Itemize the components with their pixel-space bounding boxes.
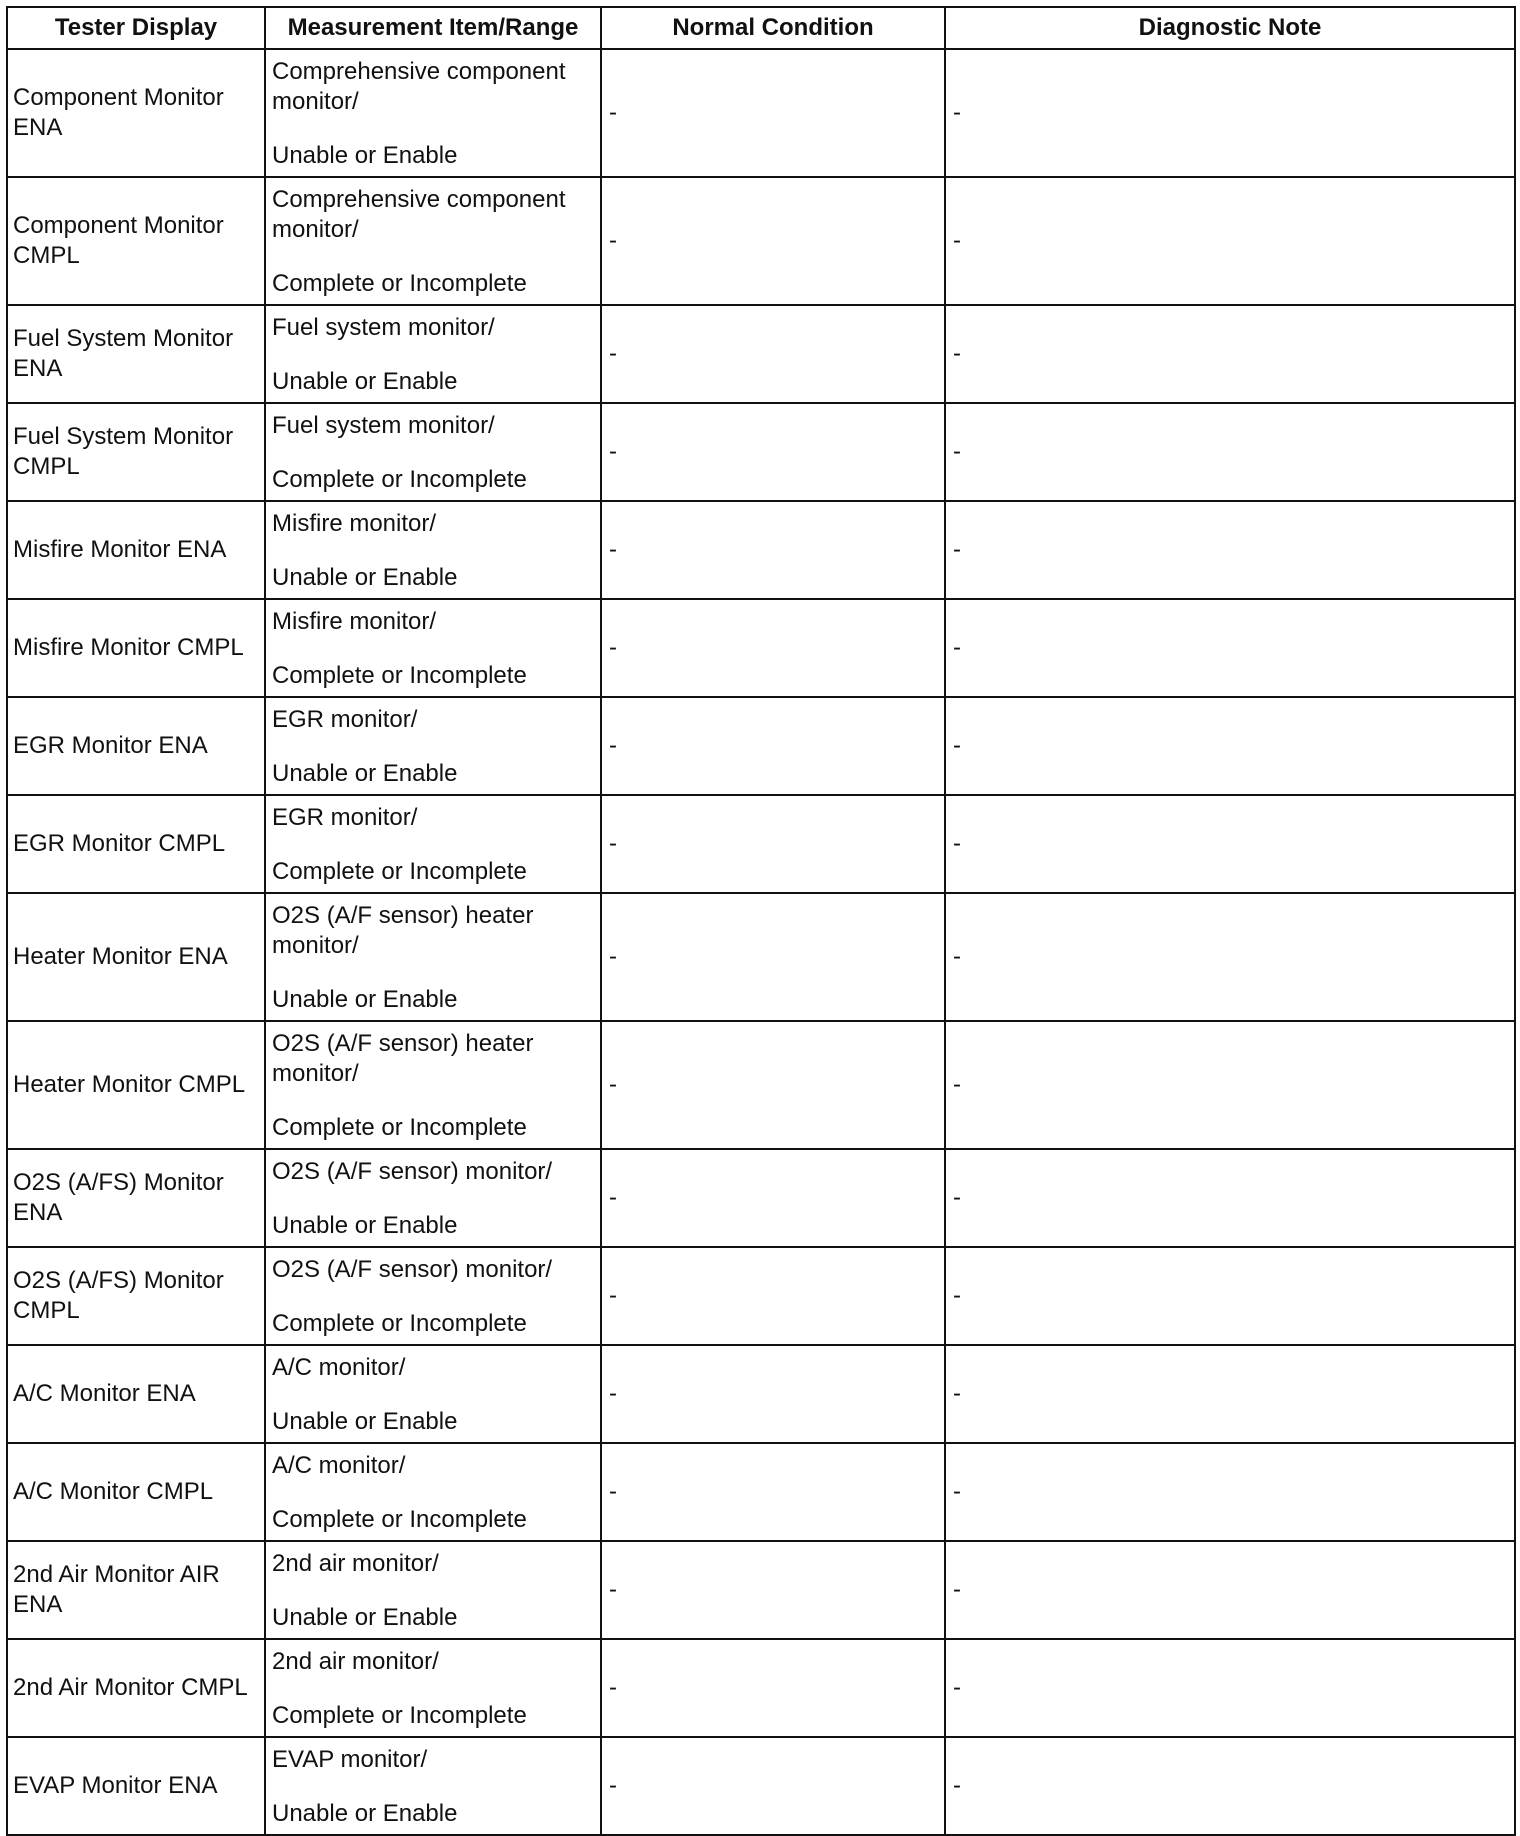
- measurement-item: O2S (A/F sensor) heater monitor/: [272, 902, 534, 959]
- tester-display-cell: A/C Monitor CMPL: [7, 1443, 265, 1541]
- measurement-item: O2S (A/F sensor) monitor/: [272, 1158, 553, 1185]
- measurement-item: O2S (A/F sensor) heater monitor/: [272, 1030, 534, 1087]
- diagnostic-note-cell: -: [945, 795, 1515, 893]
- measurement-range: Complete or Incomplete: [272, 662, 527, 689]
- diagnostic-note-cell: -: [945, 1021, 1515, 1149]
- measurement-range: Complete or Incomplete: [272, 270, 527, 297]
- table-row: [7, 599, 1515, 697]
- diagnostic-note-cell: -: [945, 599, 1515, 697]
- measurement-item: EVAP monitor/: [272, 1746, 428, 1773]
- measurement-item-cell: [265, 403, 601, 501]
- table-row: [7, 1541, 1515, 1639]
- table-row: [7, 49, 1515, 177]
- measurement-range: Unable or Enable: [272, 1800, 458, 1827]
- measurement-item: 2nd air monitor/: [272, 1648, 439, 1675]
- diagnostic-note-cell: -: [945, 893, 1515, 1021]
- normal-condition-cell: -: [601, 49, 945, 177]
- measurement-item: O2S (A/F sensor) monitor/: [272, 1256, 553, 1283]
- normal-condition-cell: -: [601, 1541, 945, 1639]
- table-row: [7, 1149, 1515, 1247]
- normal-condition-cell: -: [601, 795, 945, 893]
- measurement-range: Unable or Enable: [272, 986, 458, 1013]
- diagnostic-note-cell: -: [945, 501, 1515, 599]
- tester-display-cell: EGR Monitor CMPL: [7, 795, 265, 893]
- measurement-item-cell: [265, 1149, 601, 1247]
- table-row: [7, 1737, 1515, 1835]
- tester-display-cell: Component Monitor CMPL: [7, 177, 265, 305]
- normal-condition-cell: -: [601, 1737, 945, 1835]
- measurement-item: Fuel system monitor/: [272, 412, 495, 439]
- diagnostic-note-cell: -: [945, 1443, 1515, 1541]
- tester-display-cell: Misfire Monitor CMPL: [7, 599, 265, 697]
- table-row: [7, 403, 1515, 501]
- header-tester-display: Tester Display: [7, 7, 265, 49]
- diagnostic-note-cell: -: [945, 305, 1515, 403]
- tester-display-cell: Misfire Monitor ENA: [7, 501, 265, 599]
- table-row: [7, 1345, 1515, 1443]
- normal-condition-cell: -: [601, 1639, 945, 1737]
- measurement-range: Unable or Enable: [272, 760, 458, 787]
- measurement-range: Complete or Incomplete: [272, 1114, 527, 1141]
- measurement-item-cell: [265, 305, 601, 403]
- table-row: [7, 1443, 1515, 1541]
- diagnostic-note-cell: -: [945, 49, 1515, 177]
- measurement-range: Complete or Incomplete: [272, 1310, 527, 1337]
- measurement-range: Complete or Incomplete: [272, 858, 527, 885]
- table-row: [7, 305, 1515, 403]
- normal-condition-cell: -: [601, 305, 945, 403]
- tester-display-cell: EGR Monitor ENA: [7, 697, 265, 795]
- measurement-range: Unable or Enable: [272, 1604, 458, 1631]
- measurement-range: Complete or Incomplete: [272, 1506, 527, 1533]
- measurement-item: Misfire monitor/: [272, 608, 437, 635]
- measurement-item: Comprehensive component monitor/: [272, 58, 566, 115]
- normal-condition-cell: -: [601, 1149, 945, 1247]
- tester-display-cell: O2S (A/FS) Monitor ENA: [7, 1149, 265, 1247]
- normal-condition-cell: -: [601, 177, 945, 305]
- measurement-item-cell: [265, 1541, 601, 1639]
- normal-condition-cell: -: [601, 501, 945, 599]
- table-row: [7, 177, 1515, 305]
- measurement-range: Unable or Enable: [272, 564, 458, 591]
- measurement-range: Unable or Enable: [272, 368, 458, 395]
- diagnostic-note-cell: -: [945, 697, 1515, 795]
- measurement-item: A/C monitor/: [272, 1452, 406, 1479]
- diagnostic-note-cell: -: [945, 1639, 1515, 1737]
- measurement-item-cell: [265, 1737, 601, 1835]
- measurement-item-cell: [265, 1345, 601, 1443]
- measurement-range: Unable or Enable: [272, 142, 458, 169]
- measurement-item: Fuel system monitor/: [272, 314, 495, 341]
- tester-display-cell: Component Monitor ENA: [7, 49, 265, 177]
- measurement-item: EGR monitor/: [272, 706, 418, 733]
- measurement-item: Misfire monitor/: [272, 510, 437, 537]
- measurement-item-cell: [265, 501, 601, 599]
- measurement-item-cell: [265, 697, 601, 795]
- tester-display-cell: EVAP Monitor ENA: [7, 1737, 265, 1835]
- table-row: [7, 501, 1515, 599]
- table-header-row: [7, 7, 1515, 49]
- diagnostic-note-cell: -: [945, 1345, 1515, 1443]
- table-row: [7, 697, 1515, 795]
- measurement-item-cell: [265, 1639, 601, 1737]
- normal-condition-cell: -: [601, 697, 945, 795]
- header-measurement-item-range: Measurement Item/Range: [265, 7, 601, 49]
- diagnostic-note-cell: -: [945, 1149, 1515, 1247]
- measurement-item-cell: [265, 599, 601, 697]
- tester-display-cell: Fuel System Monitor CMPL: [7, 403, 265, 501]
- measurement-item-cell: [265, 49, 601, 177]
- table-row: [7, 1247, 1515, 1345]
- tester-display-cell: 2nd Air Monitor AIR ENA: [7, 1541, 265, 1639]
- tester-display-cell: O2S (A/FS) Monitor CMPL: [7, 1247, 265, 1345]
- diagnostic-note-cell: -: [945, 177, 1515, 305]
- measurement-item-cell: [265, 893, 601, 1021]
- measurement-item: 2nd air monitor/: [272, 1550, 439, 1577]
- diagnostic-note-cell: -: [945, 403, 1515, 501]
- normal-condition-cell: -: [601, 893, 945, 1021]
- diagnostic-note-cell: -: [945, 1541, 1515, 1639]
- table-row: [7, 1021, 1515, 1149]
- monitor-status-table-sheet: [6, 6, 1514, 1836]
- measurement-range: Unable or Enable: [272, 1212, 458, 1239]
- monitor-status-table: [6, 6, 1516, 1836]
- tester-display-cell: Heater Monitor ENA: [7, 893, 265, 1021]
- measurement-item: Comprehensive component monitor/: [272, 186, 566, 243]
- header-normal-condition: Normal Condition: [601, 7, 945, 49]
- measurement-item-cell: [265, 1443, 601, 1541]
- table-row: [7, 893, 1515, 1021]
- normal-condition-cell: -: [601, 403, 945, 501]
- diagnostic-note-cell: -: [945, 1737, 1515, 1835]
- diagnostic-note-cell: -: [945, 1247, 1515, 1345]
- measurement-item-cell: [265, 1247, 601, 1345]
- measurement-item-cell: [265, 177, 601, 305]
- measurement-item-cell: [265, 1021, 601, 1149]
- normal-condition-cell: -: [601, 1021, 945, 1149]
- measurement-item: EGR monitor/: [272, 804, 418, 831]
- header-diagnostic-note: Diagnostic Note: [945, 7, 1515, 49]
- table-row: [7, 795, 1515, 893]
- table-row: [7, 1639, 1515, 1737]
- normal-condition-cell: -: [601, 1443, 945, 1541]
- tester-display-cell: Fuel System Monitor ENA: [7, 305, 265, 403]
- measurement-item-cell: [265, 795, 601, 893]
- normal-condition-cell: -: [601, 599, 945, 697]
- normal-condition-cell: -: [601, 1345, 945, 1443]
- tester-display-cell: A/C Monitor ENA: [7, 1345, 265, 1443]
- tester-display-cell: Heater Monitor CMPL: [7, 1021, 265, 1149]
- measurement-range: Unable or Enable: [272, 1408, 458, 1435]
- normal-condition-cell: -: [601, 1247, 945, 1345]
- tester-display-cell: 2nd Air Monitor CMPL: [7, 1639, 265, 1737]
- measurement-range: Complete or Incomplete: [272, 1702, 527, 1729]
- measurement-range: Complete or Incomplete: [272, 466, 527, 493]
- measurement-item: A/C monitor/: [272, 1354, 406, 1381]
